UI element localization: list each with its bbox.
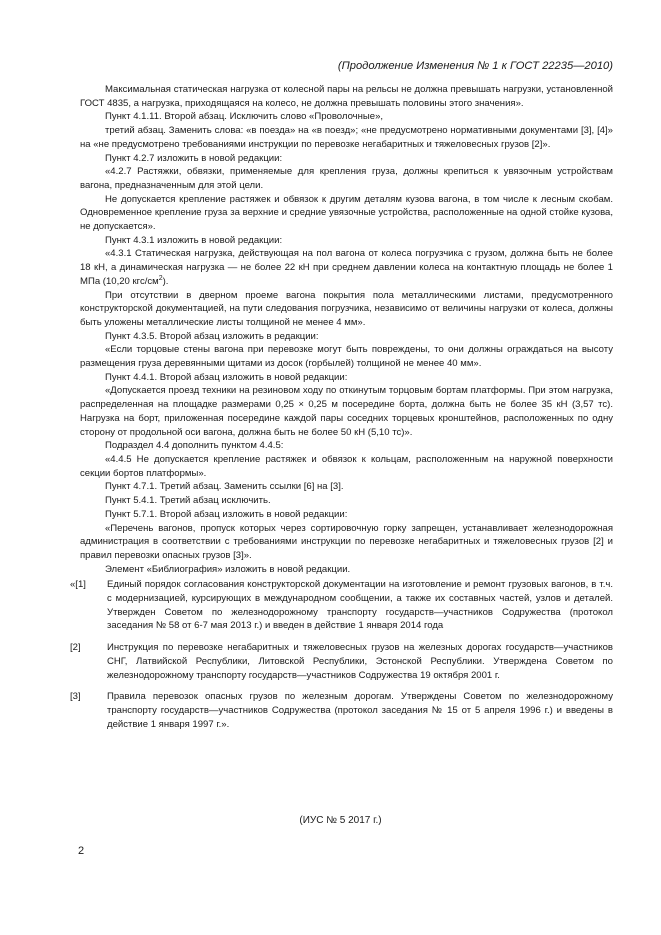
paragraph: Пункт 5.4.1. Третий абзац исключить.	[105, 495, 271, 507]
reference-text: Единый порядок согласования конструкторской документации на изготовление и ремонт грузовых вагонов, в т.ч. с модернизацией, курсирующих в международном сообщении, а также их составных частей, узлов и деталей. Утвержден Советом по железнодорожному транспорту государств—участников Содружества (протокол заседания № 58 от 6-7 мая 2013 г.) и введен в действие 1 января 2014 года	[107, 579, 613, 632]
paragraph: третий абзац. Заменить слова: «в поезда» на «в поезд»; «не предусмотрено нормативными документами [3], [4]» на «не предусмотрено требованиями инструкции по перевозке негабаритных и тяжеловесных грузов [2]».	[80, 125, 613, 150]
paragraph: «4.4.5 Не допускается крепление растяжек и обвязок к кольцам, расположенным на наружной поверхности секции бортов платформы».	[80, 453, 613, 479]
paragraph: «Допускается проезд техники на резиновом ходу по откинутым торцовым бортам платформы. При этом нагрузка, распределенная на площадке размерами 0,25 × 0,25 м посередине борта, должна быть не более 35 кН (3,57 тс). Нагрузка на борт, приложенная посередине каждой пары соседних торцевых кронштейнов, расположенных по одну сторону от продольной оси вагона, должна быть не более 50 кН (5,10 тс)».	[80, 385, 613, 438]
paragraph: Пункт 4.3.5. Второй абзац изложить в редакции:	[105, 330, 319, 342]
superscript: 2	[158, 274, 163, 282]
reference-text: Правила перевозок опасных грузов по железным дорогам. Утверждены Советом по железнодорожному транспорту государств—участников Содружества (протокол заседания № 15 от 5 апреля 1996 г.) и введены в действие 1 января 1997 г.».	[107, 691, 613, 730]
publication-note: (ИУС № 5 2017 г.)	[299, 815, 382, 826]
reference-number: «[1]	[70, 579, 86, 591]
bibliography-entry	[70, 690, 613, 731]
paragraph: Не допускается крепление растяжек и обвязок к другим деталям кузова вагона, в том числе к лесным скобам. Одновременное крепление груза за верхние и средние увязочные устройства, расположенные на одной стойке кузова, не допускается».	[80, 193, 613, 233]
bibliography-entry	[70, 641, 613, 682]
bibliography	[70, 578, 613, 731]
paragraph-text: «4.3.1 Статическая нагрузка, действующая на пол вагона от колеса погрузчика с грузом, должна быть не более 18 кН, а динамическая нагрузка — не более 22 кН при среднем давлении колеса на контактную площадь не более 1 МПа (10,20 кгс/см	[80, 248, 613, 287]
paragraph: Пункт 4.2.7 изложить в новой редакции:	[105, 152, 283, 164]
paragraph: Пункт 4.4.1. Второй абзац изложить в новой редакции:	[105, 371, 348, 383]
paragraph: При отсутствии в дверном проеме вагона покрытия пола металлическими листами, предусмотренного конструкторской документацией, на пути следования погрузчика, независимо от величины нагрузки от колеса, должны быть уложены металлические листы толщиной не менее 4 мм».	[80, 289, 613, 328]
bibliography-entry	[70, 578, 613, 633]
paragraph: Пункт 4.7.1. Третий абзац. Заменить ссылки [6] на [3].	[105, 481, 344, 493]
reference-number: [2]	[70, 642, 81, 654]
page-number: 2	[78, 845, 85, 857]
reference-number: [3]	[70, 691, 81, 703]
paragraph: Элемент «Библиография» изложить в новой редакции.	[105, 563, 351, 575]
paragraph-tail: ).	[162, 275, 169, 287]
running-header: (Продолжение Изменения № 1 к ГОСТ 22235—2010)	[337, 60, 613, 72]
paragraph: «4.2.7 Растяжки, обвязки, применяемые для крепления груза, должны крепиться к увязочным устройствам вагона, предназначенным для этой цели.	[80, 166, 613, 191]
reference-text: Инструкция по перевозке негабаритных и тяжеловесных грузов на железных дорогах государств—участников СНГ, Латвийской Республики, Литовской Республики, Эстонской Республики. Утверждена Советом по железнодорожному транспорту государств—участников Содружества 19 октября 2001 г.	[107, 642, 613, 681]
paragraph: Подраздел 4.4 дополнить пунктом 4.4.5:	[105, 440, 284, 452]
paragraph: Пункт 4.1.11. Второй абзац. Исключить слово «Проволочные»,	[105, 111, 384, 123]
paragraph: «Перечень вагонов, пропуск которых через сортировочную горку запрещен, устанавливает железнодорожная администрация в соответствии с требованиями инструкции по перевозке негабаритных и тяжеловесных грузов [2] и правил перевозки опасных грузов [3]».	[80, 522, 613, 561]
paragraph: Максимальная статическая нагрузка от колесной пары на рельсы не должна превышать нагрузки, установленной ГОСТ 4835, а нагрузка, приходящаяся на колесо, не должна превышать половины этого значения».	[80, 84, 613, 109]
paragraph: Пункт 4.3.1 изложить в новой редакции:	[105, 234, 283, 246]
amendment-body	[70, 83, 613, 739]
paragraph: «Если торцовые стены вагона при перевозке могут быть повреждены, то они должны ограждаться на высоту размещения груза деревянными щитами из досок (горбылей) толщиной не менее 40 мм».	[80, 344, 613, 370]
paragraph: Пункт 5.7.1. Второй абзац изложить в новой редакции:	[105, 508, 348, 520]
paragraph-with-superscript	[80, 247, 613, 288]
